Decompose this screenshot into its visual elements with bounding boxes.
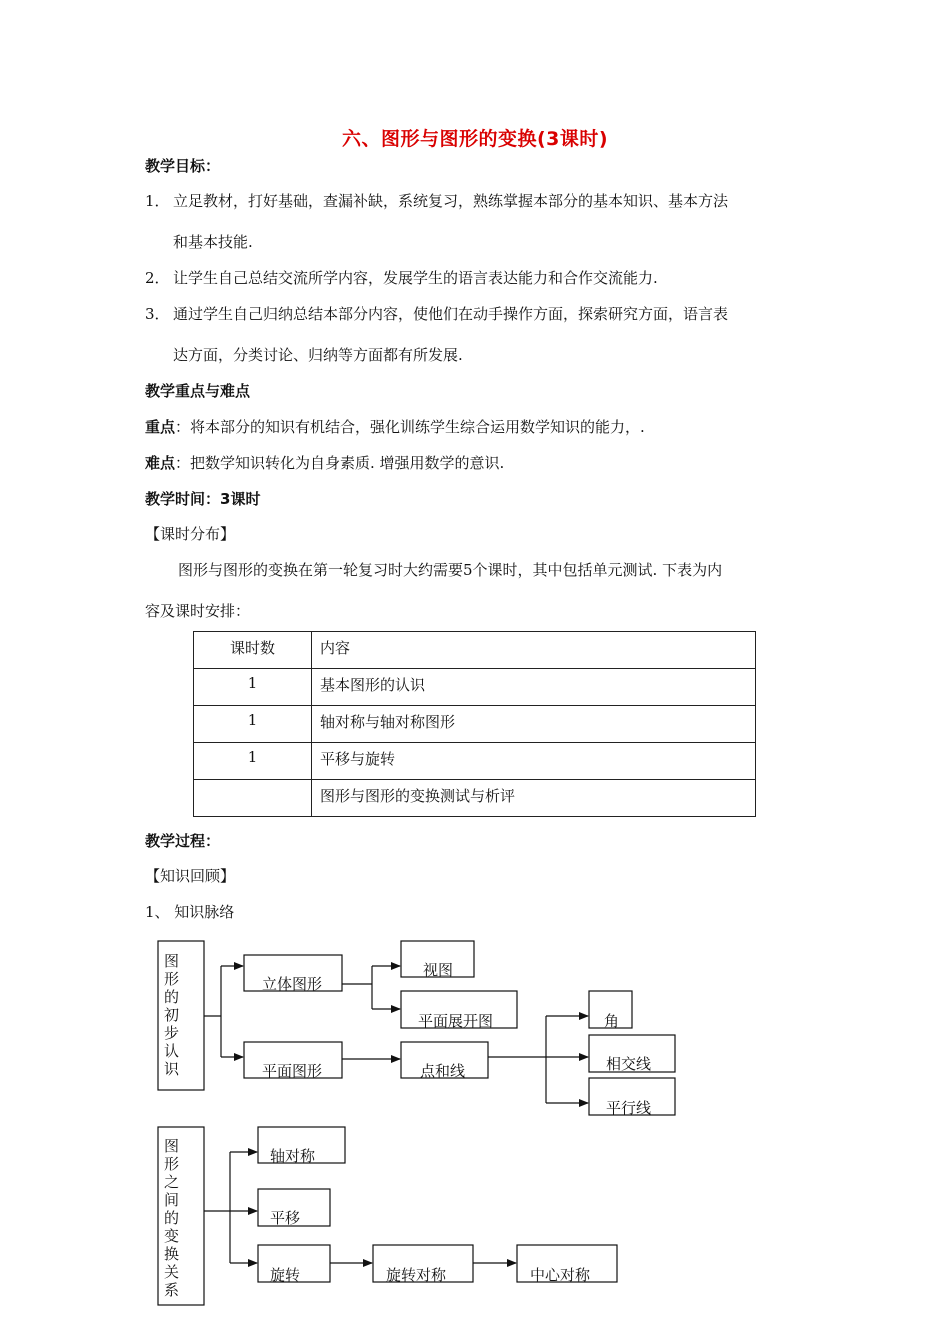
distribution-para-line1: 图形与图形的变换在第一轮复习时大约需要5个课时，其中包括单元测试. 下表为内 — [178, 561, 723, 579]
table-cell: 1 — [194, 743, 312, 780]
goal-item-3 — [145, 303, 728, 324]
distribution-heading: 【课时分布】 — [145, 525, 236, 543]
intersect-label: 相交线 — [606, 1055, 652, 1073]
root-char: 形 — [164, 970, 180, 988]
goal-number: 3． — [145, 305, 170, 323]
root-char: 间 — [164, 1191, 180, 1209]
goal-number: 1． — [145, 192, 170, 210]
difficulty-line — [145, 452, 504, 473]
goal-item-1 — [145, 190, 728, 211]
table-row — [194, 706, 756, 743]
focus-text: ：将本部分的知识有机结合，强化训练学生综合运用数学知识的能力，. — [175, 418, 645, 436]
goal-text: 让学生自己总结交流所学内容，发展学生的语言表达能力和合作交流能力. — [173, 269, 658, 287]
difficulty-label: 难点 — [145, 454, 176, 472]
difficulty-text: ：把数学知识转化为自身素质. 增强用数学的意识. — [175, 454, 505, 472]
focus-line — [145, 416, 645, 437]
teaching-time: 教学时间：3课时 — [145, 490, 261, 508]
page-title: 六、图形与图形的变换(3课时) — [341, 128, 609, 150]
table-header-row — [194, 632, 756, 669]
root-2-label — [164, 1137, 179, 1299]
angle-label: 角 — [604, 1012, 620, 1030]
axial-label: 轴对称 — [270, 1147, 316, 1165]
table-cell: 1 — [194, 706, 312, 743]
keypoints-heading: 教学重点与难点 — [145, 382, 251, 400]
plane-label: 平面图形 — [262, 1062, 323, 1080]
table-cell: 轴对称与轴对称图形 — [312, 706, 756, 743]
root-char: 图 — [164, 1137, 180, 1155]
table-cell: 1 — [194, 669, 312, 706]
root-char: 换 — [164, 1245, 180, 1263]
goal-number: 2． — [145, 269, 170, 287]
schedule-table — [193, 631, 756, 817]
table-row — [194, 669, 756, 706]
table-cell: 平移与旋转 — [312, 743, 756, 780]
focus-label: 重点 — [145, 418, 176, 436]
distribution-para-line2: 容及课时安排： — [145, 602, 251, 620]
unfold-label: 平面展开图 — [418, 1012, 494, 1030]
process-heading: 教学过程： — [145, 832, 221, 850]
table-row — [194, 780, 756, 817]
root-char: 的 — [164, 1209, 180, 1227]
root-char: 之 — [164, 1173, 180, 1191]
root-char: 认 — [164, 1042, 180, 1060]
table-header-cell: 课时数 — [194, 632, 312, 669]
review-heading: 【知识回顾】 — [145, 867, 236, 885]
goal-item-1-cont: 和基本技能. — [173, 233, 253, 251]
root-char: 的 — [164, 988, 180, 1006]
goal-item-2 — [145, 267, 658, 288]
goals-heading: 教学目标： — [145, 157, 221, 175]
rotate-label: 旋转 — [270, 1266, 301, 1284]
table-cell: 基本图形的认识 — [312, 669, 756, 706]
root-char: 关 — [164, 1263, 180, 1281]
root-char: 变 — [164, 1227, 180, 1245]
table-header-cell: 内容 — [312, 632, 756, 669]
root-1-label — [164, 952, 180, 1078]
goal-text: 通过学生自己归纳总结本部分内容，使他们在动手操作方面，探索研究方面，语言表 — [173, 305, 729, 323]
root-char: 系 — [164, 1281, 180, 1299]
translate-label: 平移 — [270, 1209, 301, 1227]
table-cell — [194, 780, 312, 817]
knowledge-outline: 1、 知识脉络 — [145, 903, 235, 921]
knowledge-diagram — [0, 930, 950, 1344]
pointline-label: 点和线 — [420, 1062, 466, 1080]
root-char: 识 — [164, 1060, 180, 1078]
root-char: 图 — [164, 952, 180, 970]
view-label: 视图 — [423, 961, 454, 979]
solid-label: 立体图形 — [262, 975, 323, 993]
table-cell: 图形与图形的变换测试与析评 — [312, 780, 756, 817]
parallel-label: 平行线 — [606, 1099, 652, 1117]
rot-sym-label: 旋转对称 — [386, 1266, 447, 1284]
table-row — [194, 743, 756, 780]
goal-text: 立足教材，打好基础，查漏补缺，系统复习，熟练掌握本部分的基本知识、基本方法 — [173, 192, 729, 210]
goal-item-3-cont: 达方面，分类讨论、归纳等方面都有所发展. — [173, 346, 463, 364]
central-label: 中心对称 — [530, 1266, 591, 1284]
root-char: 初 — [164, 1006, 180, 1024]
root-char: 形 — [164, 1155, 180, 1173]
root-char: 步 — [164, 1024, 180, 1042]
